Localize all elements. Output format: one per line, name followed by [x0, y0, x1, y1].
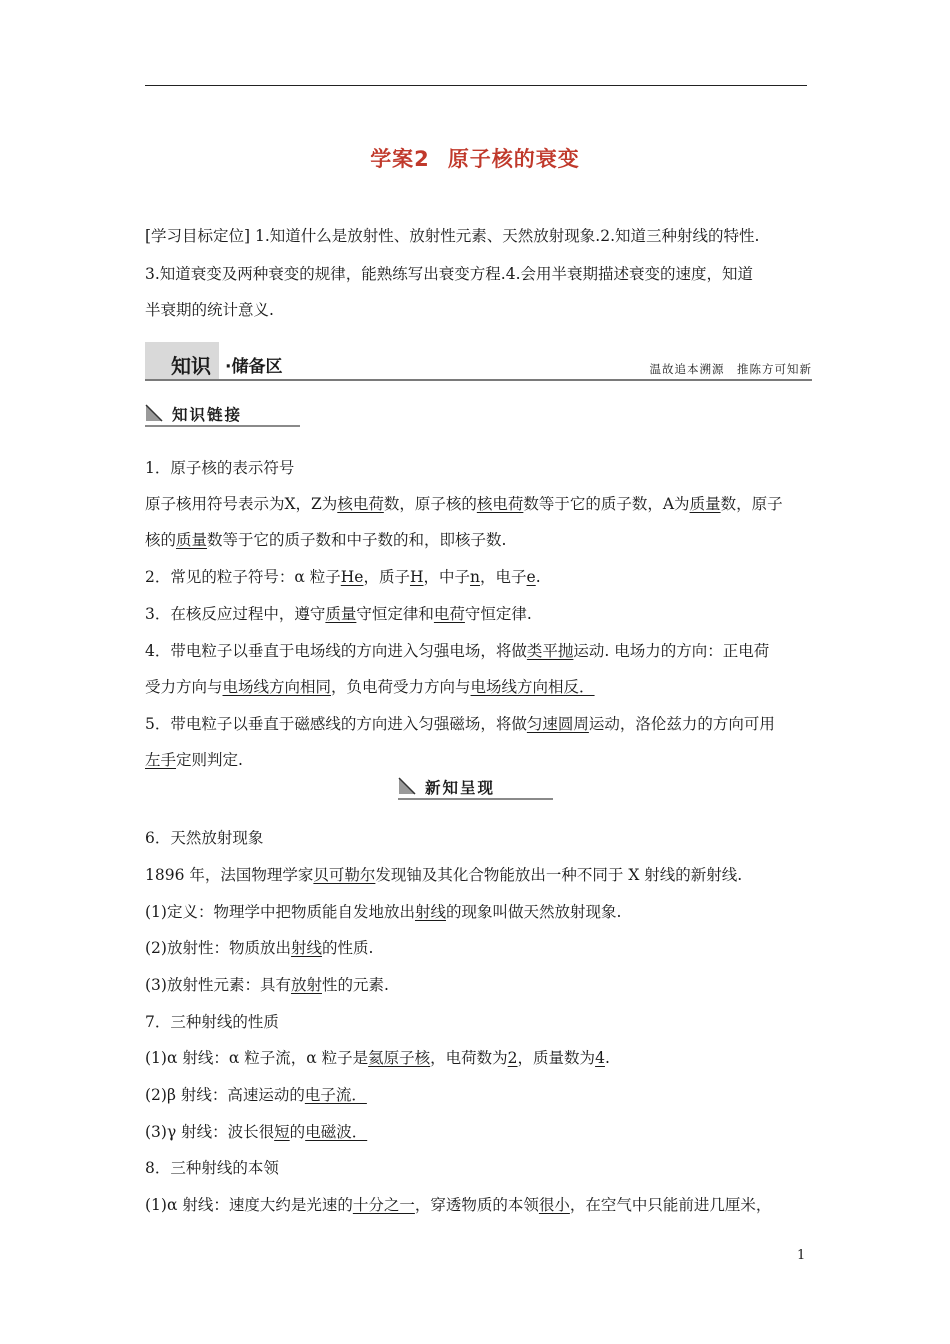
answer-blank: He: [340, 568, 364, 586]
answer-blank: 短: [274, 1123, 290, 1141]
title-topic: 原子核的衰变: [447, 147, 580, 171]
text-line: 1．原子核的表示符号: [145, 459, 295, 477]
subheading-underline: [145, 425, 300, 427]
text-segment: 的性质.: [321, 939, 374, 957]
text-segment: 核的: [145, 531, 177, 549]
text-line: [145, 1048, 610, 1068]
text-segment: ，电荷数为: [430, 1049, 508, 1067]
answer-blank: 十分之一: [352, 1196, 415, 1214]
knowledge-section-bar: [145, 342, 812, 382]
text-line: [145, 714, 775, 734]
answer-blank: 很小: [538, 1196, 570, 1214]
text-segment: 守恒定律.: [464, 605, 532, 623]
page-number: 1: [797, 1248, 806, 1263]
text-line: [145, 1195, 771, 1215]
answer-blank: 电场线方向相同: [222, 678, 332, 696]
text-segment: 发现铀及其化合物能放出一种不同于 X 射线的新射线.: [375, 866, 743, 884]
text-segment: 数，原子核的: [383, 495, 477, 513]
answer-blank: 电子流．: [304, 1086, 367, 1104]
text-line: 6．天然放射现象: [145, 829, 264, 847]
text-line: [145, 750, 243, 770]
subheading-text: 知识链接: [172, 406, 243, 424]
objectives-line-2: 3.知道衰变及两种衰变的规律，能熟练写出衰变方程.4.会用半衰期描述衰变的速度，知道: [145, 265, 754, 283]
text-segment: ，质子: [363, 568, 410, 586]
text-segment: .: [535, 568, 541, 586]
text-segment: ，负电荷受力方向与: [331, 678, 471, 696]
header-rule: [145, 85, 807, 86]
text-segment: 3．在核反应过程中，遵守: [145, 605, 326, 623]
text-line: 8．三种射线的本领: [145, 1159, 279, 1177]
subheading-knowledge-link: [145, 402, 300, 428]
text-segment: (1)α 射线：α 粒子流，α 粒子是: [145, 1049, 369, 1067]
text-segment: 的: [289, 1123, 306, 1141]
text-line: [145, 1122, 367, 1142]
text-segment: 2．常见的粒子符号：α 粒子: [145, 568, 341, 586]
text-segment: 受力方向与: [145, 678, 223, 696]
answer-blank: 类平抛: [526, 642, 574, 660]
text-segment: ，中子: [423, 568, 471, 586]
answer-blank: 质量: [689, 495, 721, 513]
text-line: [145, 902, 621, 922]
text-segment: (3)放射性元素：具有: [145, 976, 291, 994]
text-line: [145, 494, 783, 514]
text-line: [145, 641, 769, 661]
page-title: [0, 143, 950, 173]
text-line: [145, 1085, 367, 1105]
text-segment: .: [604, 1049, 610, 1067]
subheading-new-knowledge: [398, 775, 553, 801]
text-line: [145, 530, 506, 550]
answer-blank: 射线: [290, 939, 322, 957]
text-segment: 4．带电粒子以垂直于电场线的方向进入匀强电场，将做: [145, 642, 527, 660]
text-segment: ，穿透物质的本领: [414, 1196, 539, 1214]
text-segment: ，在空气中只能前进几厘米，: [569, 1196, 772, 1214]
text-line: [145, 677, 595, 697]
answer-blank: 4: [595, 1049, 605, 1067]
objectives-line-3: 半衰期的统计意义.: [145, 301, 274, 319]
answer-blank: 贝可勒尔: [313, 866, 376, 884]
corner-triangle-icon: [398, 777, 416, 795]
answer-blank: 质量: [176, 531, 208, 549]
text-segment: 数等于它的质子数，A为: [523, 495, 690, 513]
text-segment: ，质量数为: [517, 1049, 596, 1067]
answer-blank: 质量: [325, 605, 357, 623]
text-segment: (2)放射性：物质放出: [145, 939, 291, 957]
answer-blank: 左手: [145, 751, 177, 769]
text-segment: (3)γ 射线：波长很: [145, 1123, 275, 1141]
text-segment: 性的元素.: [321, 976, 389, 994]
section-slogan: 温故追本溯源 推陈方可知新: [649, 362, 812, 376]
text-line: [145, 567, 541, 587]
text-line: 7．三种射线的性质: [145, 1013, 279, 1031]
section-label-sub: ·储备区: [225, 357, 283, 377]
text-segment: 的现象叫做天然放射现象.: [445, 903, 622, 921]
answer-blank: 射线: [414, 903, 446, 921]
text-segment: (1)定义：物理学中把物质能自发地放出: [145, 903, 415, 921]
text-segment: 原子核用符号表示为X，Z为: [145, 495, 338, 513]
text-line: [145, 975, 389, 995]
title-lesson-number: 学案2: [370, 147, 430, 171]
answer-blank: 核电荷: [337, 495, 384, 513]
answer-blank: 氦原子核: [368, 1049, 431, 1067]
text-line: [145, 865, 742, 885]
answer-blank: 匀速圆周: [526, 715, 589, 733]
subheading-text: 新知呈现: [425, 779, 496, 797]
text-segment: (2)β 射线：高速运动的: [145, 1086, 305, 1104]
text-segment: (1)α 射线：速度大约是光速的: [145, 1196, 353, 1214]
text-segment: 运动，洛伦兹力的方向可用: [588, 715, 775, 733]
text-line: [145, 604, 532, 624]
answer-blank: e: [526, 568, 536, 586]
answer-blank: 放射: [290, 976, 322, 994]
answer-blank: 电场线方向相反．: [470, 678, 595, 696]
text-segment: ，电子: [480, 568, 527, 586]
corner-triangle-icon: [145, 404, 163, 422]
section-underline: [145, 379, 812, 381]
answer-blank: 2: [507, 1049, 518, 1067]
answer-blank: H: [409, 568, 424, 586]
answer-blank: n: [470, 568, 481, 586]
subheading-underline: [398, 798, 553, 800]
text-segment: 1896 年，法国物理学家: [145, 866, 314, 884]
text-segment: 数等于它的质子数和中子数的和，即核子数.: [207, 531, 507, 549]
text-segment: 5．带电粒子以垂直于磁感线的方向进入匀强磁场，将做: [145, 715, 527, 733]
text-segment: 数，原子: [720, 495, 783, 513]
objectives-line-1: [学习目标定位] 1.知道什么是放射性、放射性元素、天然放射现象.2.知道三种射线的特性.: [145, 227, 760, 245]
text-segment: 守恒定律和: [356, 605, 434, 623]
answer-blank: 电磁波．: [305, 1123, 368, 1141]
text-segment: 运动. 电场力的方向：正电荷: [573, 642, 770, 660]
section-label-main: 知识: [171, 354, 211, 378]
answer-blank: 核电荷: [476, 495, 524, 513]
text-segment: 定则判定.: [176, 751, 243, 769]
answer-blank: 电荷: [433, 605, 465, 623]
text-line: [145, 938, 373, 958]
